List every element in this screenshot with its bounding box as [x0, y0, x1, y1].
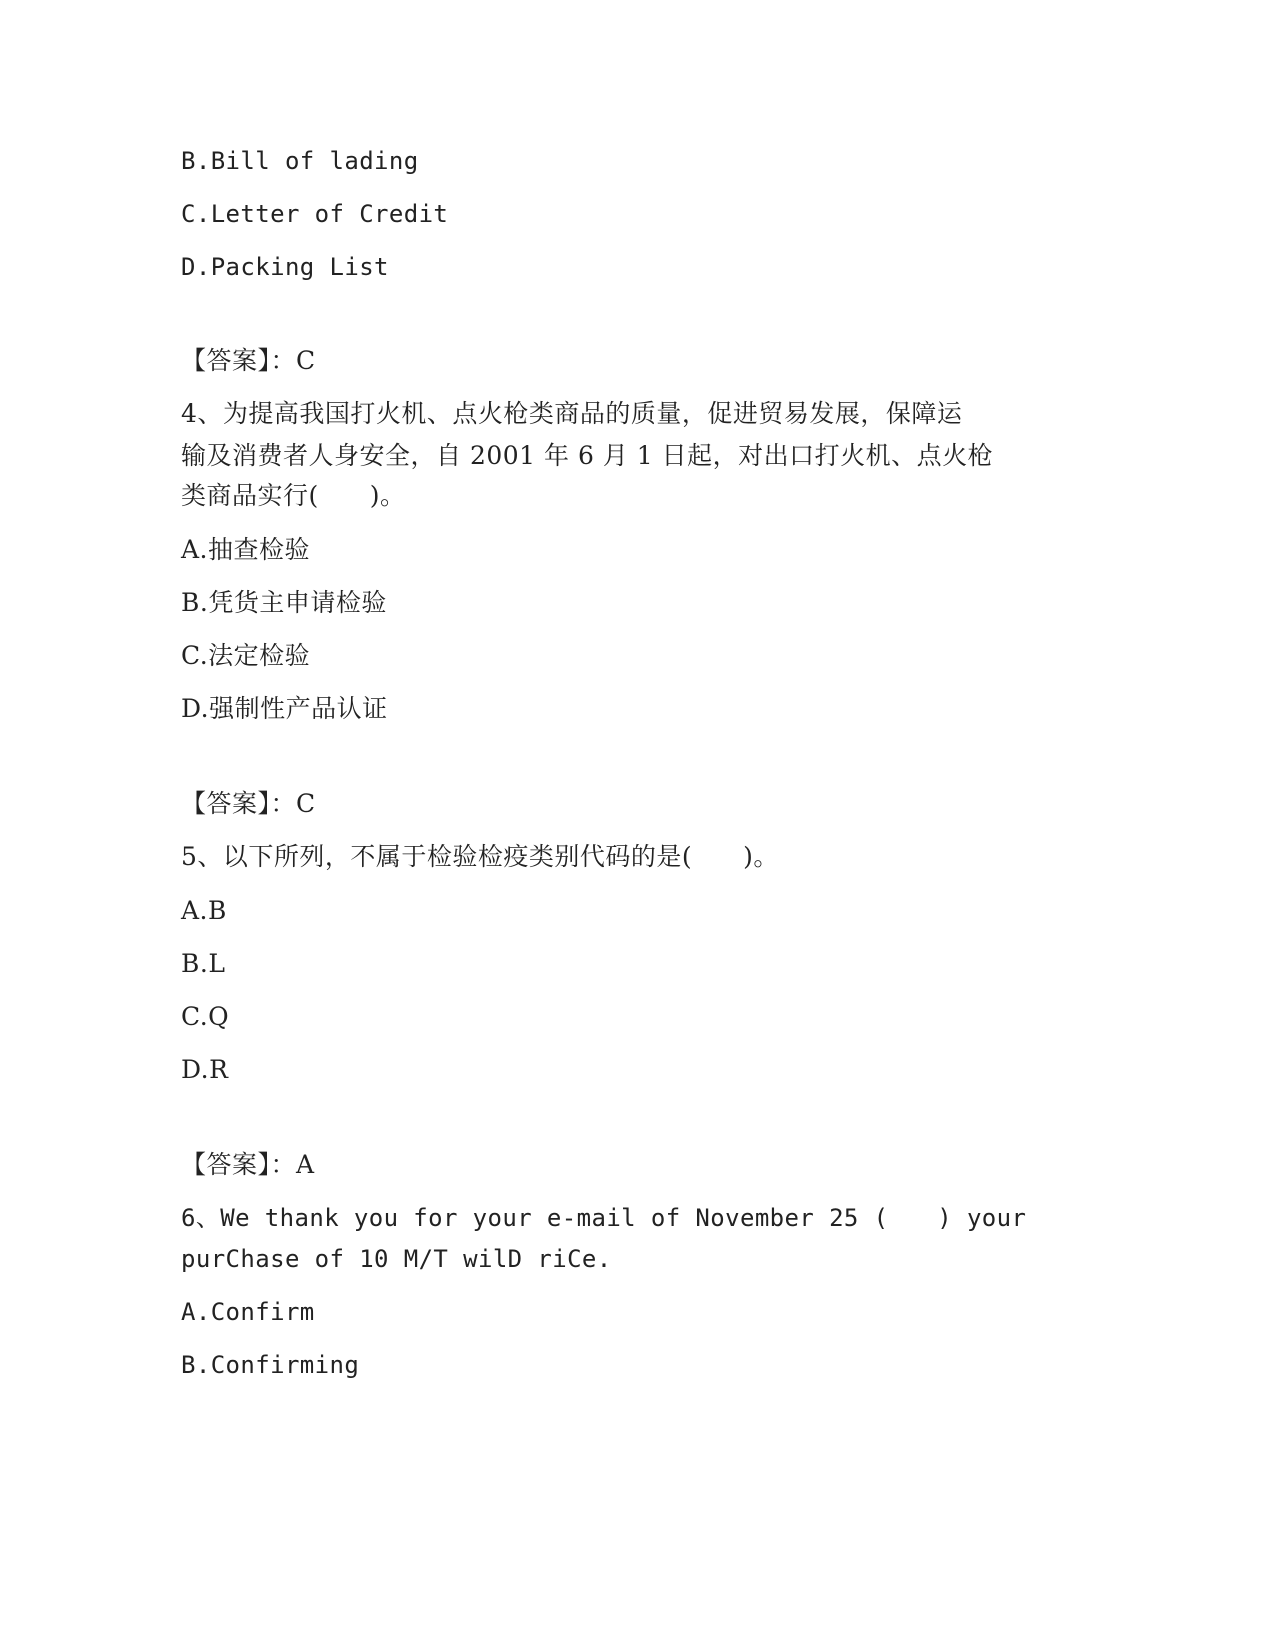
q3-option-b: B.Bill of lading — [181, 147, 419, 175]
q6-stem-line-2: purChase of 10 M/T wilD riCe. — [181, 1245, 612, 1273]
q4-stem-line-3: 类商品实行( )。 — [181, 481, 406, 510]
q5-option-c: C.Q — [181, 1002, 230, 1031]
q4-option-c: C.法定检验 — [181, 641, 311, 670]
q4-stem-line-2: 输及消费者人身安全，自 2001 年 6 月 1 日起，对出口打火机、点火枪 — [181, 441, 994, 470]
q5-option-d: D.R — [181, 1055, 229, 1084]
q3-option-d: D.Packing List — [181, 253, 389, 281]
q6-stem-line-1: 6、We thank you for your e-mail of November 25 ( ) your — [181, 1204, 1027, 1232]
q4-option-a: A.抽查检验 — [181, 535, 311, 564]
q4-option-b: B.凭货主申请检验 — [181, 588, 387, 617]
q3-answer: 【答案】：C — [181, 346, 316, 375]
q4-option-d: D.强制性产品认证 — [181, 694, 388, 723]
q5-answer: 【答案】：A — [181, 1150, 315, 1179]
q6-option-b: B.Confirming — [181, 1351, 360, 1379]
q5-stem: 5、以下所列，不属于检验检疫类别代码的是( )。 — [181, 842, 779, 871]
q5-option-a: A.B — [181, 896, 227, 925]
q6-option-a: A.Confirm — [181, 1298, 315, 1326]
q3-option-c: C.Letter of Credit — [181, 200, 449, 228]
q4-stem-line-1: 4、为提高我国打火机、点火枪类商品的质量，促进贸易发展，保障运 — [181, 399, 963, 428]
q5-option-b: B.L — [181, 949, 226, 978]
q4-answer: 【答案】：C — [181, 789, 316, 818]
